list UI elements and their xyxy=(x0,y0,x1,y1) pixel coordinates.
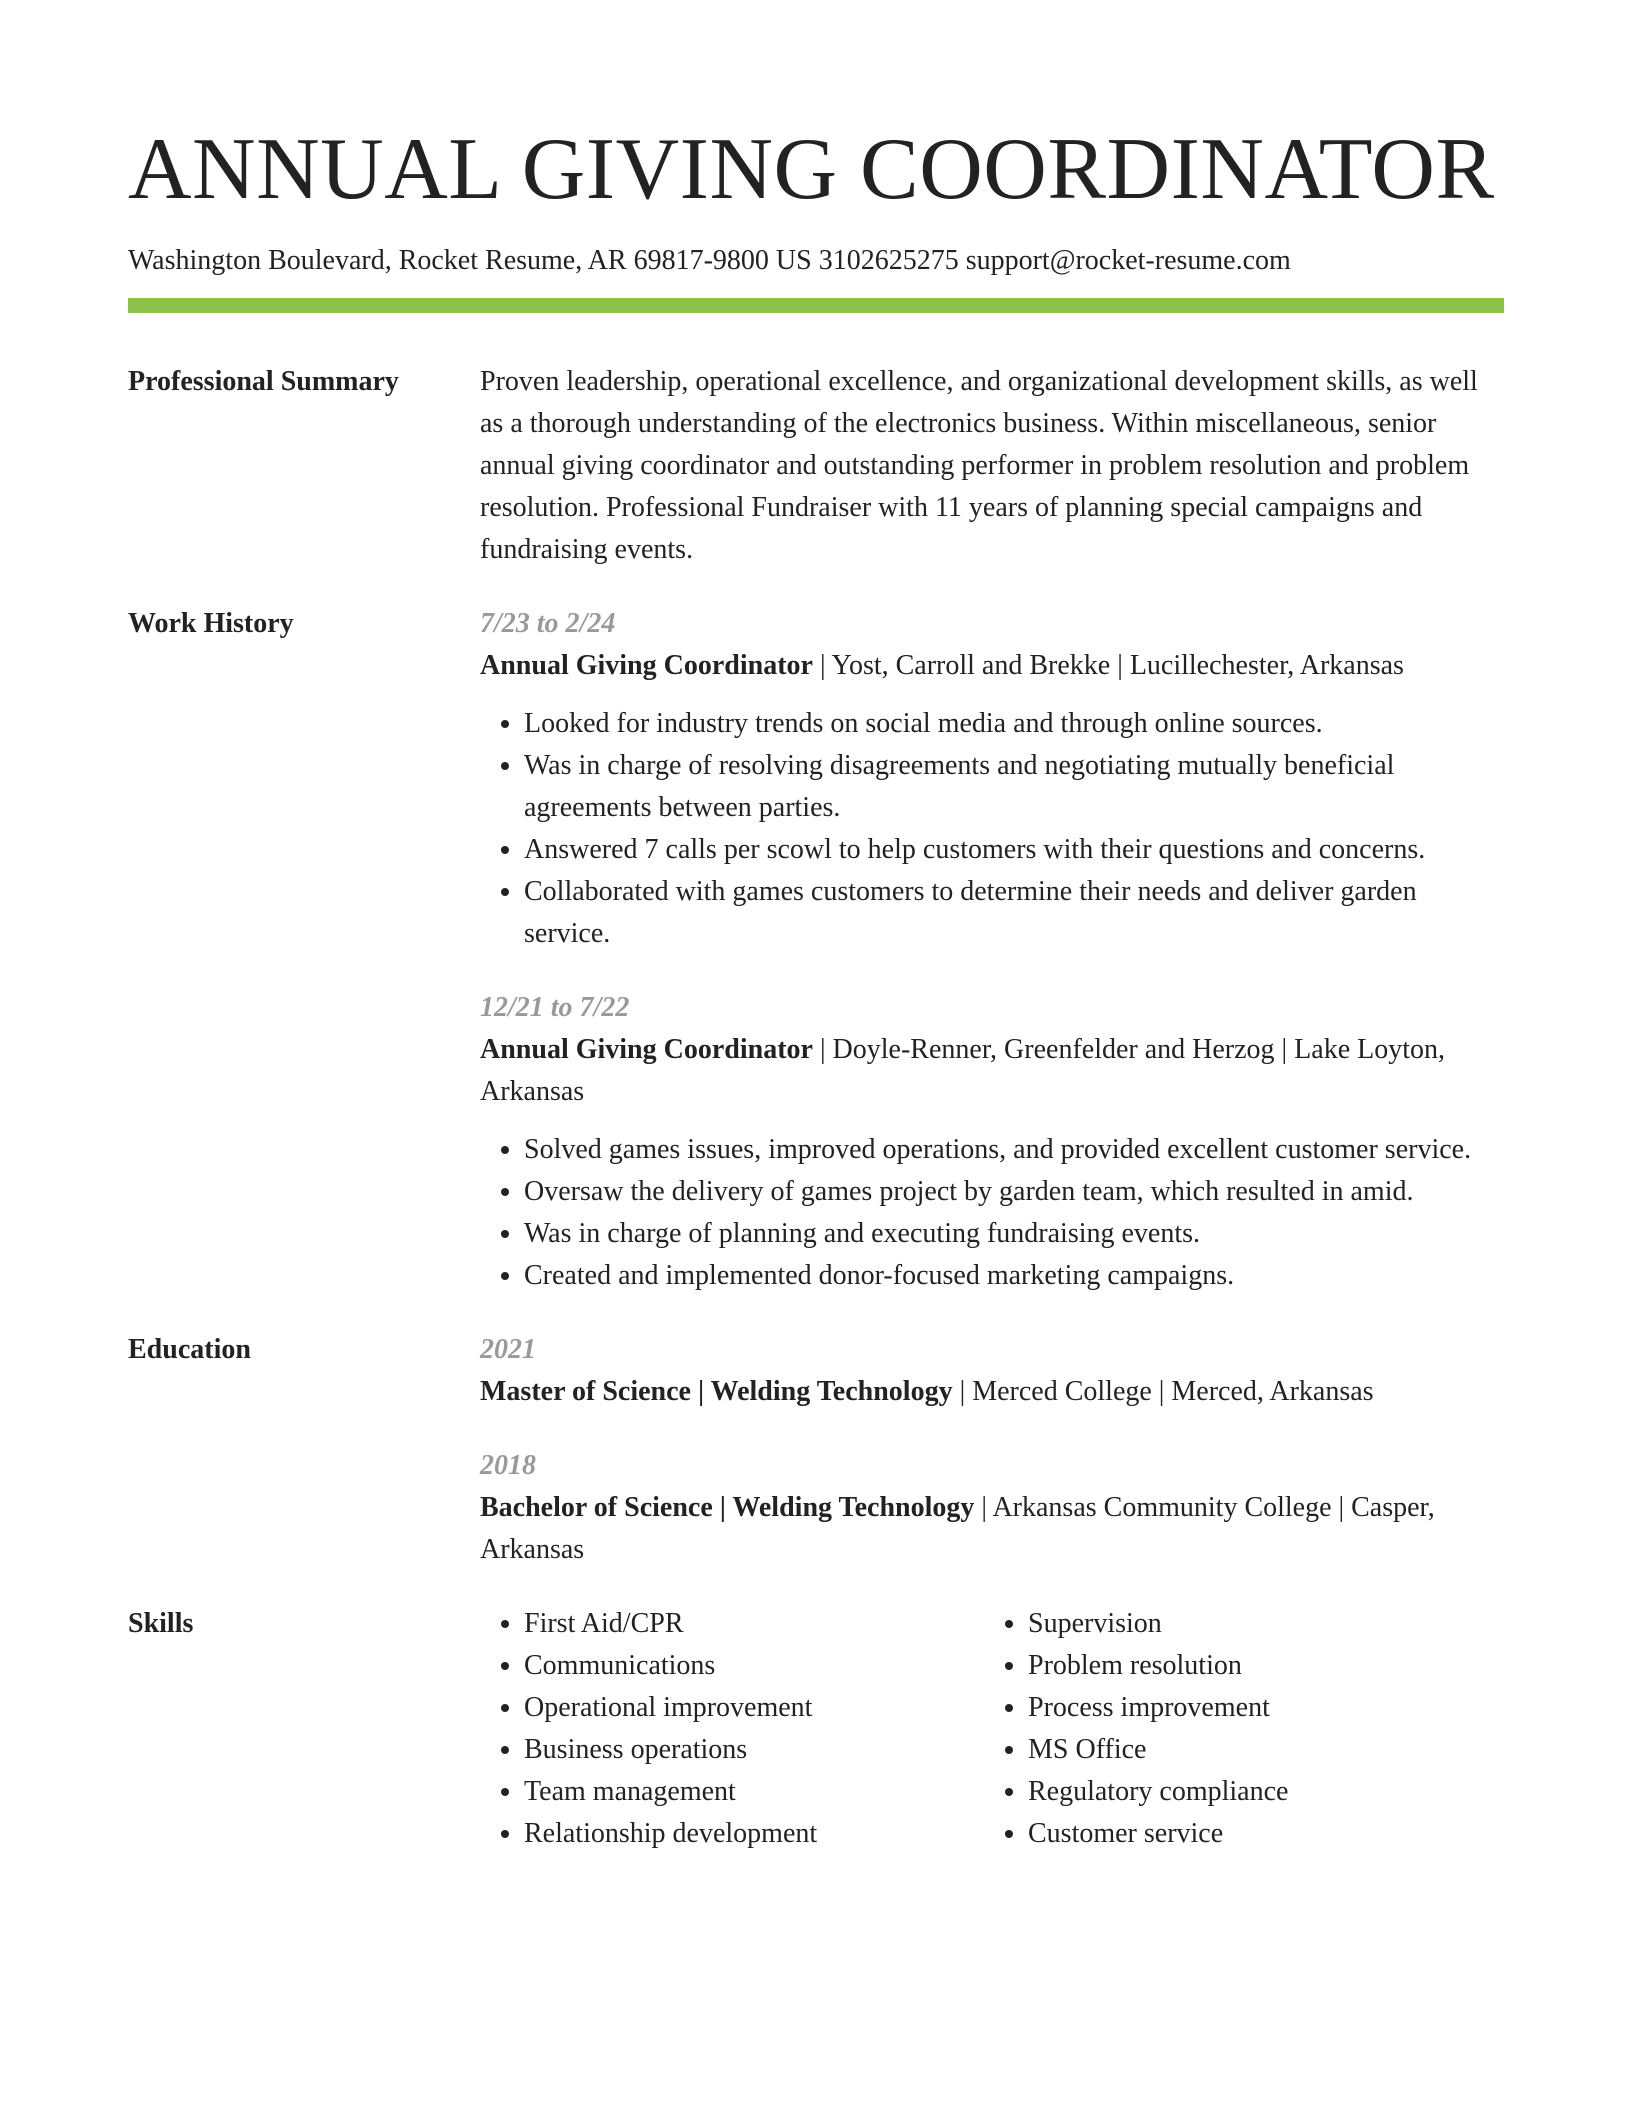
job-details: | Yost, Carroll and Brekke | Lucillechester, Arkansas xyxy=(812,650,1404,681)
skills-column-left xyxy=(480,1603,984,1855)
education-entry xyxy=(480,1329,1504,1413)
skills-heading: Skills xyxy=(128,1608,194,1639)
work-history-body xyxy=(480,603,1504,1297)
skills-grid xyxy=(480,1603,1504,1855)
skill-item: • First Aid/CPR xyxy=(524,1603,984,1645)
education-details: | Arkansas Community College | Casper, Arkansas xyxy=(480,1492,1435,1565)
job-title: Annual Giving Coordinator xyxy=(480,1034,813,1065)
education-heading-line xyxy=(480,1487,1504,1571)
education-entry xyxy=(480,1445,1504,1571)
degree: Master of Science | Welding Technology xyxy=(480,1376,953,1407)
job-heading xyxy=(480,645,1504,687)
job-dates: 7/23 to 2/24 xyxy=(480,608,616,639)
job-bullets xyxy=(480,703,1504,955)
job-bullet: • Was in charge of planning and executing fundraising events. xyxy=(524,1213,1504,1255)
education-section xyxy=(128,1329,1504,1571)
education-details: | Merced College | Merced, Arkansas xyxy=(952,1376,1374,1407)
skill-item: • Supervision xyxy=(1028,1603,1488,1645)
education-heading: Education xyxy=(128,1334,251,1365)
skills-section xyxy=(128,1603,1504,1855)
job-bullet: • Created and implemented donor-focused marketing campaigns. xyxy=(524,1255,1504,1297)
education-year: 2021 xyxy=(480,1334,536,1365)
work-history-heading: Work History xyxy=(128,608,294,639)
skills-body xyxy=(480,1603,1504,1855)
education-body xyxy=(480,1329,1504,1571)
skill-item: • Communications xyxy=(524,1645,984,1687)
contact-line: Washington Boulevard, Rocket Resume, AR 69817-9800 US 3102625275 support@rocket-resume.com xyxy=(128,245,1291,276)
education-heading-line xyxy=(480,1371,1504,1413)
summary-text: Proven leadership, operational excellence, and organizational development skills, as well as a thorough understanding of the electronics business. Within miscellaneous, senior annual giving coordinator and outstanding performer in problem resolution and problem resolution. Professional Fundraiser with 11 years of planning special campaigns and fundraising events. xyxy=(480,366,1478,565)
job-title: Annual Giving Coordinator xyxy=(480,650,813,681)
job-heading xyxy=(480,1029,1504,1113)
skill-item: • Customer service xyxy=(1028,1813,1488,1855)
job-bullets xyxy=(480,1129,1504,1297)
skill-item: • Process improvement xyxy=(1028,1687,1488,1729)
job-bullet: • Oversaw the delivery of games project by garden team, which resulted in amid. xyxy=(524,1171,1504,1213)
summary-section xyxy=(128,361,1504,571)
job-entry xyxy=(480,987,1504,1297)
skill-item: • Operational improvement xyxy=(524,1687,984,1729)
skills-column-right xyxy=(984,1603,1488,1855)
summary-heading: Professional Summary xyxy=(128,366,399,397)
job-details: | Doyle-Renner, Greenfelder and Herzog | Lake Loyton, Arkansas xyxy=(480,1034,1446,1107)
job-bullet: • Looked for industry trends on social media and through online sources. xyxy=(524,703,1504,745)
skill-item: • MS Office xyxy=(1028,1729,1488,1771)
skill-item: • Team management xyxy=(524,1771,984,1813)
skill-item: • Problem resolution xyxy=(1028,1645,1488,1687)
resume-title: ANNUAL GIVING COORDINATOR xyxy=(128,121,1495,218)
skill-item: • Relationship development xyxy=(524,1813,984,1855)
skill-item: • Regulatory compliance xyxy=(1028,1771,1488,1813)
job-entry xyxy=(480,603,1504,955)
accent-divider xyxy=(128,298,1504,313)
education-year: 2018 xyxy=(480,1450,536,1481)
skill-item: • Business operations xyxy=(524,1729,984,1771)
job-bullet: • Solved games issues, improved operations, and provided excellent customer service. xyxy=(524,1129,1504,1171)
job-bullet: • Collaborated with games customers to determine their needs and deliver garden service. xyxy=(524,871,1504,955)
job-bullet: • Was in charge of resolving disagreements and negotiating mutually beneficial agreements between parties. xyxy=(524,745,1504,829)
job-dates: 12/21 to 7/22 xyxy=(480,992,630,1023)
degree: Bachelor of Science | Welding Technology xyxy=(480,1492,975,1523)
work-history-section xyxy=(128,603,1504,1297)
job-bullet: • Answered 7 calls per scowl to help customers with their questions and concerns. xyxy=(524,829,1504,871)
